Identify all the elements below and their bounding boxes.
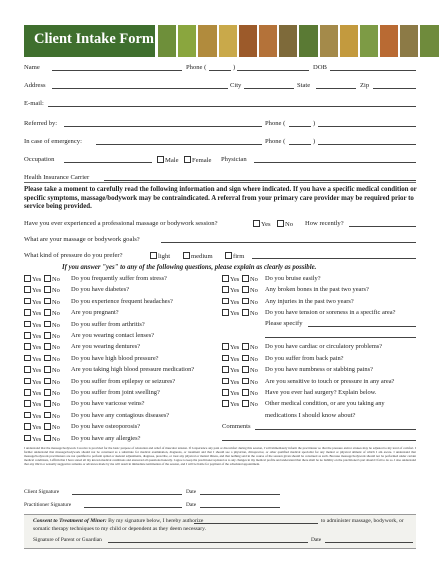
practitioner-signature-label: Practitioner Signature — [24, 502, 72, 508]
color-swatch — [279, 25, 297, 57]
email-input[interactable] — [48, 106, 416, 107]
color-swatch — [239, 25, 257, 57]
light-label: light — [158, 253, 171, 261]
no-label: No — [250, 287, 258, 295]
referred-phone-label: Phone ( — [265, 120, 286, 127]
no-label: No — [52, 390, 60, 398]
yes-checkbox[interactable] — [24, 355, 31, 362]
q1-yes-checkbox[interactable] — [253, 220, 260, 227]
left-q6-no-option[interactable] — [44, 332, 60, 340]
left-question-4: Are you pregnant? — [71, 309, 119, 317]
right-question-5: Do you have cardiac or circulatory problems? — [265, 343, 383, 351]
question-pressure: What kind of pressure do you prefer? — [24, 252, 123, 259]
question-massage-experience: Have you ever experienced a professional massage or bodywork session? — [24, 220, 218, 227]
right-question-4: Do you have tension or soreness in a specific area? — [265, 309, 396, 317]
state-input[interactable] — [316, 88, 356, 89]
insurance-label: Health Insurance Carrier — [24, 174, 90, 181]
practitioner-date-label: Date — [186, 502, 197, 508]
name-input[interactable] — [52, 70, 182, 71]
no-checkbox[interactable] — [44, 298, 51, 305]
left-q3-no-option[interactable] — [44, 298, 60, 306]
city-label: City — [230, 82, 242, 89]
parent-signature-input[interactable] — [108, 542, 308, 543]
yes-label: Yes — [230, 276, 240, 284]
color-swatch-strip — [158, 25, 439, 57]
left-question-2: Do you have diabetes? — [71, 286, 130, 294]
emergency-phone-input[interactable] — [318, 144, 416, 145]
yes-checkbox[interactable] — [24, 389, 31, 396]
left-question-7: Are you wearing dentures? — [71, 343, 141, 351]
yes-checkbox[interactable] — [24, 366, 31, 373]
emergency-phone-paren: ) — [313, 138, 316, 145]
comments-input-2[interactable] — [222, 440, 416, 441]
color-swatch — [380, 25, 398, 57]
yes-checkbox[interactable] — [222, 298, 229, 305]
left-question-3: Do you experience frequent headaches? — [71, 297, 173, 305]
color-swatch — [178, 25, 196, 57]
right-q5-no-option[interactable] — [242, 343, 258, 351]
parent-date-input[interactable] — [325, 542, 413, 543]
no-label: No — [250, 378, 258, 386]
female-checkbox[interactable] — [184, 156, 191, 163]
parent-signature-label: Signature of Parent or Guardian — [33, 537, 102, 543]
comments-label: Comments — [222, 423, 251, 430]
left-q8-yes-option[interactable] — [24, 355, 41, 363]
zip-label: Zip — [360, 82, 370, 89]
no-checkbox[interactable] — [242, 366, 249, 373]
no-label: No — [52, 435, 60, 443]
yes-checkbox[interactable] — [24, 423, 31, 430]
color-swatch — [158, 25, 176, 57]
left-q13-no-option[interactable] — [44, 412, 60, 420]
yes-checkbox[interactable] — [222, 378, 229, 385]
left-q14-no-option[interactable] — [44, 423, 60, 431]
yes-label: Yes — [32, 424, 42, 432]
right-q4-no-option[interactable] — [242, 309, 258, 317]
emergency-input[interactable] — [96, 144, 262, 145]
no-label: No — [250, 401, 258, 409]
no-label: No — [52, 287, 60, 295]
no-checkbox[interactable] — [242, 275, 249, 282]
left-q15-no-option[interactable] — [44, 435, 60, 443]
yes-label: Yes — [230, 287, 240, 295]
left-q11-no-option[interactable] — [44, 389, 60, 397]
right-q6-yes-option[interactable] — [222, 355, 239, 363]
minor-consent-text3: somatic therapy techniques to my child or dependent as they deem necessary. — [33, 526, 206, 532]
yes-label: Yes — [230, 344, 240, 352]
light-checkbox[interactable] — [150, 252, 157, 259]
yes-label: Yes — [32, 310, 42, 318]
right-question-3: Any injuries in the past two years? — [265, 297, 354, 305]
physician-input[interactable] — [254, 162, 416, 163]
right-q1-no-option[interactable] — [242, 275, 258, 283]
yes-label: Yes — [32, 299, 42, 306]
left-q7-yes-option[interactable] — [24, 343, 41, 351]
consent-fine-print: I understand that the massage/bodywork I receive is provided for the basic purpose of relaxation and relief of muscular tension. If I experience any pain or discomfort during this session, I will immediately inform the practitioner so that the pressure and/or strokes may be adjusted to my level of comfort. I further understand that massage/bodywork should not be construed as a substitute for medical examination, diagnosis, or treatment and that I should see a physician, chiropractor, or other qualified medical specialist for any mental or physical ailment of which I am aware. I understand that massage/bodywork practitioners are not qualified to perform spinal or skeletal adjustments, diagnose, prescribe, or treat any physical or mental illness, and that nothing said in the course of the session given should be construed as such. Because massage/bodywork should not be performed under certain medical conditions, I affirm that I have stated all my known medical conditions and answered all questions honestly. I agree to keep the practitioner updated as to any changes in my medical profile and understand that there shall be no liability on the practitioner's part should I fail to do so. I also understand that any illicit or sexually suggestive remarks or advances made by me will result in immediate termination of the session, and I will be liable for payment of the scheduled appointment. — [24, 446, 416, 466]
left-question-1: Do you frequently suffer from stress? — [71, 275, 167, 282]
please-specify-label: Please specify — [265, 320, 303, 327]
divider — [24, 182, 416, 183]
no-checkbox[interactable] — [242, 286, 249, 293]
client-date-label: Date — [186, 489, 197, 495]
q1-no-label: No — [285, 221, 294, 229]
medium-label: medium — [191, 253, 213, 261]
no-checkbox[interactable] — [44, 412, 51, 419]
left-q5-no-option[interactable] — [44, 321, 60, 329]
right-q5-yes-option[interactable] — [222, 343, 239, 351]
right-q8-yes-option[interactable] — [222, 378, 239, 386]
yes-label: Yes — [32, 367, 42, 375]
left-q9-yes-option[interactable] — [24, 366, 41, 374]
left-q11-yes-option[interactable] — [24, 389, 41, 397]
left-question-11: Do you suffer from joint swelling? — [71, 389, 160, 396]
no-label: No — [52, 310, 60, 318]
right-q3-no-option[interactable] — [242, 298, 258, 306]
client-signature-input[interactable] — [72, 494, 182, 495]
yes-checkbox[interactable] — [222, 275, 229, 282]
yes-checkbox[interactable] — [222, 366, 229, 373]
right-q1-yes-option[interactable] — [222, 275, 239, 283]
practitioner-date-input[interactable] — [200, 507, 280, 508]
referred-phone-paren: ) — [313, 120, 316, 127]
occupation-label: Occupation — [24, 156, 55, 163]
minor-consent-text1: By my signature below, I hereby authorize — [108, 518, 204, 524]
yes-checkbox[interactable] — [222, 400, 229, 407]
left-q4-yes-option[interactable] — [24, 309, 41, 317]
no-label: No — [52, 401, 60, 409]
form-title: Client Intake Form — [34, 31, 155, 47]
no-label: No — [250, 356, 258, 363]
yes-label: Yes — [32, 287, 42, 295]
yes-checkbox[interactable] — [222, 286, 229, 293]
right-question-10: Other medical condition, or are you taking any — [265, 400, 385, 408]
yes-checkbox[interactable] — [222, 389, 229, 396]
pressure-notes-input[interactable] — [252, 258, 416, 259]
yes-label: Yes — [230, 401, 240, 409]
yes-label: Yes — [230, 299, 240, 306]
emergency-phone-area-input[interactable] — [289, 144, 311, 145]
right-q7-yes-option[interactable] — [222, 366, 239, 374]
no-label: No — [52, 344, 60, 352]
yes-label: Yes — [32, 413, 42, 420]
medium-checkbox[interactable] — [183, 252, 190, 259]
phone-area-input[interactable] — [209, 70, 231, 71]
right-q10-yes-option[interactable] — [222, 400, 239, 408]
client-signature-label: Client Signature — [24, 489, 60, 495]
yes-checkbox[interactable] — [24, 332, 31, 339]
yes-label: Yes — [230, 367, 240, 375]
yes-checkbox[interactable] — [24, 412, 31, 419]
no-checkbox[interactable] — [44, 400, 51, 407]
left-q12-yes-option[interactable] — [24, 400, 41, 408]
yes-label: Yes — [32, 378, 42, 386]
minor-consent-line1 — [33, 517, 203, 525]
name-label: Name — [24, 64, 40, 71]
dob-label: DOB — [313, 64, 327, 71]
yes-label: Yes — [32, 401, 42, 409]
occupation-input[interactable] — [64, 162, 152, 163]
left-q10-yes-option[interactable] — [24, 378, 41, 386]
please-specify-input-2[interactable] — [265, 337, 416, 338]
right-q2-yes-option[interactable] — [222, 286, 239, 294]
no-label: No — [250, 299, 258, 306]
no-checkbox[interactable] — [44, 435, 51, 442]
phone-paren: ) — [233, 64, 236, 71]
yes-checkbox[interactable] — [24, 343, 31, 350]
left-question-14: Do you have osteoporosis? — [71, 423, 141, 431]
color-swatch — [340, 25, 358, 57]
right-question-8: Are you sensitive to touch or pressure in any area? — [265, 377, 395, 385]
goals-input[interactable] — [161, 242, 416, 243]
right-q3-yes-option[interactable] — [222, 298, 239, 306]
yes-label: Yes — [32, 333, 42, 341]
q1-yes-option[interactable] — [253, 220, 271, 229]
yes-label: Yes — [230, 310, 240, 318]
left-q9-no-option[interactable] — [44, 366, 60, 374]
color-swatch — [259, 25, 277, 57]
address-label: Address — [24, 82, 46, 89]
right-q2-no-option[interactable] — [242, 286, 258, 294]
no-label: No — [250, 367, 258, 375]
color-swatch — [198, 25, 216, 57]
q1-no-option[interactable] — [277, 220, 293, 229]
no-checkbox[interactable] — [44, 332, 51, 339]
no-checkbox[interactable] — [44, 378, 51, 385]
left-q1-yes-option[interactable] — [24, 275, 41, 283]
right-question-2: Any broken bones in the past two years? — [265, 286, 369, 294]
yes-label: Yes — [230, 378, 240, 386]
state-label: State — [297, 82, 311, 89]
referred-phone-area-input[interactable] — [289, 126, 311, 127]
right-q6-no-option[interactable] — [242, 355, 258, 363]
email-label: E-mail: — [24, 100, 44, 107]
pressure-medium-option[interactable] — [183, 252, 213, 261]
other-condition-line2: medications I should know about? — [265, 412, 356, 419]
no-label: No — [52, 356, 60, 363]
emergency-phone-label: Phone ( — [265, 138, 286, 145]
color-swatch — [320, 25, 338, 57]
yes-label: Yes — [230, 390, 240, 398]
left-q14-yes-option[interactable] — [24, 423, 41, 431]
please-specify-input[interactable] — [308, 326, 416, 327]
no-checkbox[interactable] — [44, 343, 51, 350]
yes-checkbox[interactable] — [24, 435, 31, 442]
no-checkbox[interactable] — [44, 321, 51, 328]
left-question-8: Do you have high blood pressure? — [71, 354, 159, 362]
yes-label: Yes — [230, 356, 240, 363]
minor-consent-title: Consent to Treatment of Minor: — [33, 518, 107, 524]
no-label: No — [250, 310, 258, 318]
left-q7-no-option[interactable] — [44, 343, 60, 351]
how-recently-label: How recently? — [305, 220, 344, 227]
practitioner-signature-input[interactable] — [84, 507, 182, 508]
q1-no-checkbox[interactable] — [277, 220, 284, 227]
city-input[interactable] — [244, 88, 294, 89]
left-question-13: Do you have any contagious diseases? — [71, 411, 170, 419]
no-checkbox[interactable] — [44, 355, 51, 362]
no-checkbox[interactable] — [44, 286, 51, 293]
emergency-label: In case of emergency: — [24, 138, 82, 145]
intro-paragraph: Please take a moment to carefully read the following information and sign where indicated. If you have a specific medical condition or specific symptoms, massage/bodywork may be contraindicated. A referral from your primary care provider may be required prior to service being provided. — [24, 186, 417, 210]
no-label: No — [52, 321, 60, 329]
right-question-9: Have you ever had surgery? Explain below. — [265, 389, 377, 396]
male-checkbox[interactable] — [157, 156, 164, 163]
form-header — [24, 25, 155, 57]
right-q10-no-option[interactable] — [242, 400, 258, 408]
no-checkbox[interactable] — [242, 400, 249, 407]
left-q15-yes-option[interactable] — [24, 435, 41, 443]
no-label: No — [52, 367, 60, 375]
yes-checkbox[interactable] — [24, 321, 31, 328]
firm-label: firm — [233, 253, 245, 261]
phone-label: Phone ( — [186, 64, 207, 71]
minor-consent-text2: to administer massage, bodywork, or — [321, 518, 404, 524]
yes-label: Yes — [32, 356, 42, 363]
right-q4-yes-option[interactable] — [222, 309, 239, 317]
dob-input[interactable] — [330, 70, 416, 71]
yes-label: Yes — [32, 435, 42, 443]
section-heading: If you answer "yes" to any of the following questions, please explain as clearly as possible. — [62, 264, 317, 271]
color-swatch — [299, 25, 317, 57]
left-question-5: Do you suffer from arthritis? — [71, 320, 145, 328]
authorized-practitioner-input[interactable] — [194, 523, 318, 524]
color-swatch — [400, 25, 418, 57]
yes-label: Yes — [32, 390, 42, 398]
left-q6-yes-option[interactable] — [24, 332, 41, 340]
physician-label: Physician — [221, 156, 247, 163]
left-q2-no-option[interactable] — [44, 286, 60, 294]
no-checkbox[interactable] — [242, 389, 249, 396]
no-checkbox[interactable] — [242, 309, 249, 316]
parent-date-label: Date — [311, 537, 322, 543]
female-label: Female — [192, 157, 212, 165]
left-q13-yes-option[interactable] — [24, 412, 41, 420]
right-q8-no-option[interactable] — [242, 378, 258, 386]
no-label: No — [250, 344, 258, 352]
firm-checkbox[interactable] — [225, 252, 232, 259]
referred-input[interactable] — [64, 126, 262, 127]
no-checkbox[interactable] — [44, 389, 51, 396]
no-label: No — [250, 276, 258, 284]
no-checkbox[interactable] — [242, 355, 249, 362]
left-question-10: Do you suffer from epilepsy or seizures? — [71, 377, 176, 385]
left-q12-no-option[interactable] — [44, 400, 60, 408]
yes-checkbox[interactable] — [222, 343, 229, 350]
left-q2-yes-option[interactable] — [24, 286, 41, 294]
no-checkbox[interactable] — [44, 423, 51, 430]
no-label: No — [52, 299, 60, 306]
left-q8-no-option[interactable] — [44, 355, 60, 363]
no-label: No — [52, 276, 60, 284]
left-question-6: Are you wearing contact lenses? — [71, 332, 155, 339]
insurance-input[interactable] — [104, 180, 416, 181]
referred-label: Referred by: — [24, 120, 58, 127]
color-swatch — [420, 25, 438, 57]
no-checkbox[interactable] — [44, 309, 51, 316]
yes-checkbox[interactable] — [222, 309, 229, 316]
right-q7-no-option[interactable] — [242, 366, 258, 374]
male-label: Male — [165, 157, 179, 165]
how-recently-input[interactable] — [349, 226, 416, 227]
no-label: No — [52, 378, 60, 386]
left-question-15: Do you have any allergies? — [71, 434, 141, 442]
left-q4-no-option[interactable] — [44, 309, 60, 317]
no-label: No — [52, 424, 60, 432]
yes-checkbox[interactable] — [24, 309, 31, 316]
yes-checkbox[interactable] — [24, 378, 31, 385]
no-label: No — [52, 413, 60, 420]
pressure-firm-option[interactable] — [225, 252, 244, 261]
yes-checkbox[interactable] — [24, 286, 31, 293]
yes-checkbox[interactable] — [24, 400, 31, 407]
left-q5-yes-option[interactable] — [24, 321, 41, 329]
right-q9-yes-option[interactable] — [222, 389, 239, 397]
color-swatch — [360, 25, 378, 57]
no-label: No — [250, 390, 258, 398]
yes-checkbox[interactable] — [24, 275, 31, 282]
no-checkbox[interactable] — [242, 298, 249, 305]
left-q10-no-option[interactable] — [44, 378, 60, 386]
q1-yes-label: Yes — [261, 221, 271, 229]
no-checkbox[interactable] — [242, 378, 249, 385]
address-input[interactable] — [52, 88, 228, 89]
yes-label: Yes — [32, 321, 42, 329]
no-checkbox[interactable] — [242, 343, 249, 350]
left-q3-yes-option[interactable] — [24, 298, 41, 306]
yes-checkbox[interactable] — [222, 355, 229, 362]
client-date-input[interactable] — [200, 494, 280, 495]
no-label: No — [52, 333, 60, 341]
yes-label: Yes — [32, 276, 42, 284]
comments-input[interactable] — [255, 429, 416, 430]
right-question-6: Do you suffer from back pain? — [265, 354, 344, 362]
left-q1-no-option[interactable] — [44, 275, 60, 283]
question-goals: What are your massage or bodywork goals? — [24, 236, 140, 243]
phone-input[interactable] — [237, 70, 309, 71]
male-option[interactable] — [157, 156, 179, 165]
no-checkbox[interactable] — [44, 366, 51, 373]
zip-input[interactable] — [373, 88, 416, 89]
right-question-7: Do you have numbness or stabbing pains? — [265, 366, 373, 374]
left-question-12: Do you have varicose veins? — [71, 400, 145, 408]
right-q9-no-option[interactable] — [242, 389, 258, 397]
female-option[interactable] — [184, 156, 211, 165]
pressure-light-option[interactable] — [150, 252, 170, 261]
referred-phone-input[interactable] — [318, 126, 416, 127]
left-question-9: Are you taking high blood pressure medication? — [71, 366, 195, 374]
yes-label: Yes — [32, 344, 42, 352]
no-checkbox[interactable] — [44, 275, 51, 282]
color-swatch — [219, 25, 237, 57]
yes-checkbox[interactable] — [24, 298, 31, 305]
right-question-1: Do you bruise easily? — [265, 275, 321, 282]
